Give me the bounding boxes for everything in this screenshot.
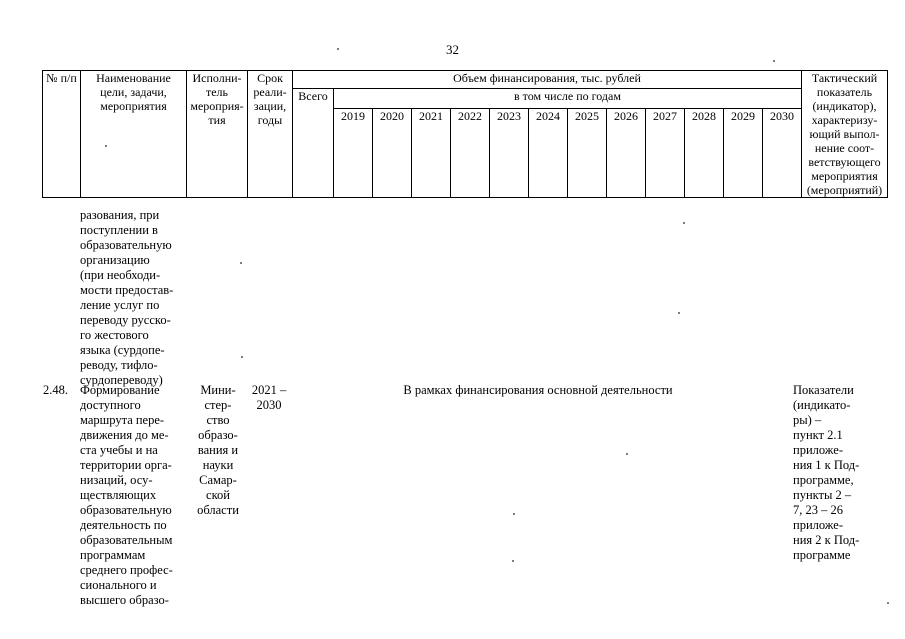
text-line: ста учебы и на <box>80 443 158 457</box>
header-by-years: в том числе по годам <box>514 89 621 103</box>
text-line: программе <box>793 548 851 562</box>
scan-speck <box>513 513 515 515</box>
header-executor-cell <box>187 71 248 198</box>
table-header <box>42 70 888 198</box>
header-indicator-cell <box>802 71 888 198</box>
header-financing: Объем финансирования, тыс. рублей <box>453 71 641 85</box>
text-line: мости предостав- <box>80 283 174 297</box>
text-line: высшего образо- <box>80 593 169 607</box>
year-2022: 2022 <box>451 109 490 198</box>
text-line: (при необходи- <box>80 268 161 282</box>
text-line: 7, 23 – 26 <box>793 503 843 517</box>
scan-speck <box>683 222 685 224</box>
scan-speck <box>337 48 339 50</box>
header-total-cell <box>293 89 334 198</box>
year-2020: 2020 <box>373 109 412 198</box>
scan-speck <box>512 560 514 562</box>
header-term-cell <box>248 71 293 198</box>
text-line: пункты 2 – <box>793 488 852 502</box>
text-line: образо- <box>198 428 238 442</box>
text-line: науки <box>202 458 234 472</box>
header-indicator: Тактический показатель (индикатор), характеризу-ющий выпол-нение соот-ветствующего мероприятия (мероприятий) <box>806 71 883 197</box>
row-executor <box>188 383 248 518</box>
text-line: Мини- <box>200 383 236 397</box>
row-number: 2.48. <box>43 383 68 397</box>
text-line: реводу, тифло- <box>80 358 158 372</box>
text-line: низаций, осу- <box>80 473 153 487</box>
text-line: среднего профес- <box>80 563 173 577</box>
text-line: сурдопереводу) <box>80 373 163 387</box>
text-line: программам <box>80 548 146 562</box>
text-line: (индикато- <box>793 398 851 412</box>
header-name-cell <box>81 71 187 198</box>
text-line: области <box>197 503 239 517</box>
scan-speck <box>678 312 680 314</box>
text-line: образовательную <box>80 238 172 252</box>
scan-speck <box>241 356 243 358</box>
text-line: го жестового <box>80 328 149 342</box>
text-line: Самар- <box>199 473 237 487</box>
row-name <box>80 383 180 608</box>
year-2021: 2021 <box>412 109 451 198</box>
text-line: Показатели <box>793 383 854 397</box>
text-line: ство <box>206 413 230 427</box>
text-line: программе, <box>793 473 854 487</box>
row-indicator <box>793 383 869 563</box>
text-line: вания и <box>197 443 239 457</box>
year-2025: 2025 <box>568 109 607 198</box>
text-line: территории орга- <box>80 458 172 472</box>
text-line: языка (сурдопе- <box>80 343 165 357</box>
scan-speck <box>105 145 107 147</box>
year-2028: 2028 <box>685 109 724 198</box>
text-line: 2030 <box>256 398 282 412</box>
scan-speck <box>626 453 628 455</box>
header-total: Всего <box>298 89 328 103</box>
year-2029: 2029 <box>724 109 763 198</box>
text-line: доступного <box>80 398 141 412</box>
year-2030: 2030 <box>763 109 802 198</box>
text-line: приложе- <box>793 518 843 532</box>
header-num: № п/п <box>46 71 77 85</box>
year-2026: 2026 <box>607 109 646 198</box>
header-financing-cell <box>293 71 802 89</box>
text-line: пункт 2.1 <box>793 428 843 442</box>
scan-speck <box>887 602 889 604</box>
text-line: образовательную <box>80 503 172 517</box>
year-2019: 2019 <box>334 109 373 198</box>
continuation-name <box>80 208 180 388</box>
text-line: разования, при <box>80 208 160 222</box>
year-2027: 2027 <box>646 109 685 198</box>
text-line: деятельность по <box>80 518 167 532</box>
scan-speck <box>773 60 775 62</box>
text-line: сионального и <box>80 578 157 592</box>
row-financing: В рамках финансирования основной деятельности <box>403 383 673 397</box>
year-2024: 2024 <box>529 109 568 198</box>
header-num-cell <box>43 71 81 198</box>
text-line: маршрута пере- <box>80 413 165 427</box>
text-line: стер- <box>204 398 232 412</box>
text-line: приложе- <box>793 443 843 457</box>
text-line: ния 2 к Под- <box>793 533 860 547</box>
header-term: Срок реали-зации, годы <box>253 71 287 127</box>
header-name: Наименование цели, задачи, мероприятия <box>96 71 171 113</box>
text-line: ление услуг по <box>80 298 160 312</box>
text-line: Формирование <box>80 383 160 397</box>
text-line: ры) – <box>793 413 822 427</box>
year-2023: 2023 <box>490 109 529 198</box>
page-number: 32 <box>446 42 459 57</box>
scan-speck <box>240 262 242 264</box>
text-line: образовательным <box>80 533 173 547</box>
text-line: переводу русско- <box>80 313 171 327</box>
text-line: поступлении в <box>80 223 158 237</box>
text-line: 2021 – <box>251 383 287 397</box>
header-by-years-cell <box>334 89 802 109</box>
text-line: ния 1 к Под- <box>793 458 860 472</box>
text-line: ской <box>206 488 230 502</box>
text-line: движения до ме- <box>80 428 169 442</box>
text-line: организацию <box>80 253 150 267</box>
text-line: ществляющих <box>80 488 157 502</box>
row-term <box>248 383 290 413</box>
header-executor: Исполни-тель мероприя-тия <box>190 71 244 127</box>
